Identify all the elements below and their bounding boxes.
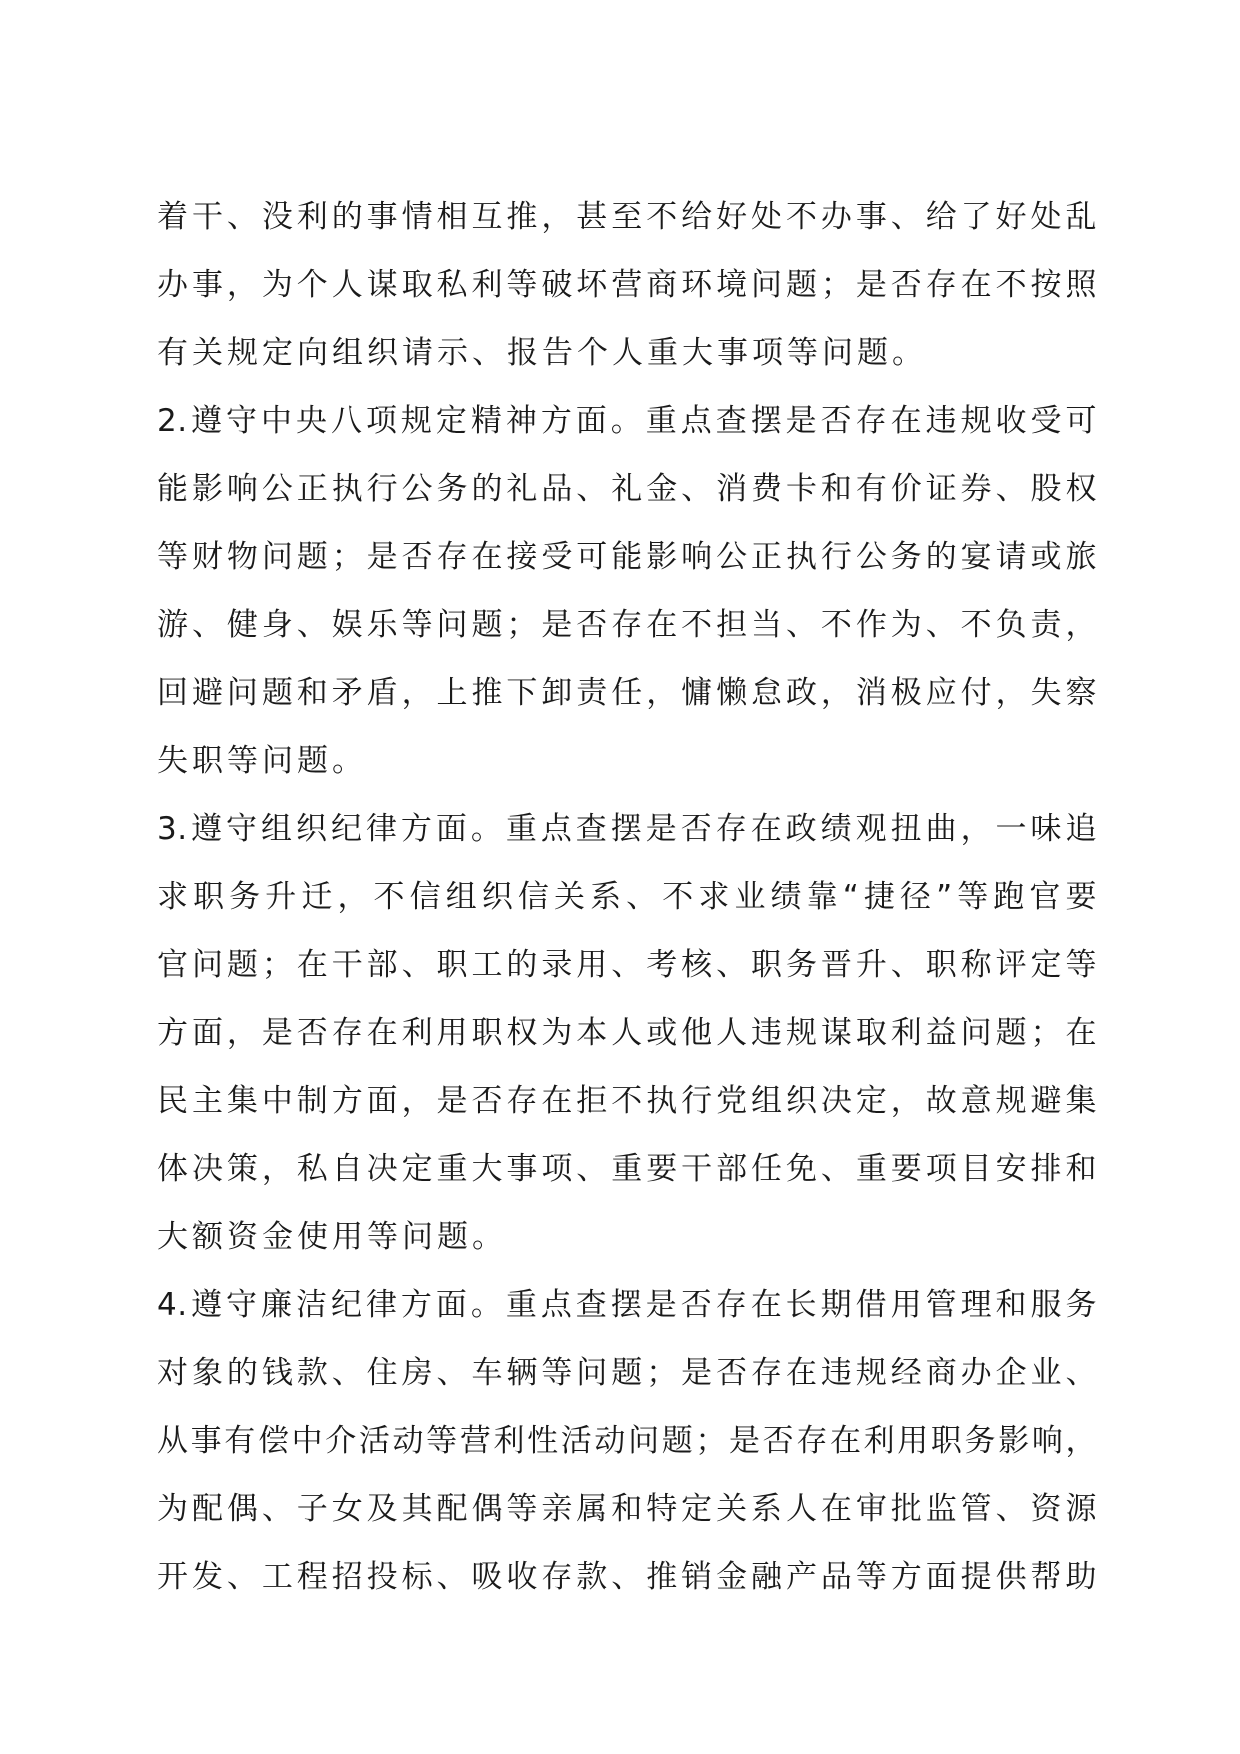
- text-line: 体决策，私自决定重大事项、重要干部任免、重要项目安排和: [157, 1151, 1097, 1187]
- text-line: 为配偶、子女及其配偶等亲属和特定关系人在审批监管、资源: [157, 1491, 1097, 1527]
- text-line: 失职等问题。: [157, 743, 367, 779]
- text-line: 能影响公正执行公务的礼品、礼金、消费卡和有价证券、股权: [157, 471, 1097, 507]
- text-line: 有关规定向组织请示、报告个人重大事项等问题。: [157, 335, 927, 371]
- section-heading-line: 3.遵守组织纪律方面。重点查摆是否存在政绩观扭曲，一味追: [157, 811, 1097, 847]
- text-line: 官问题；在干部、职工的录用、考核、职务晋升、职称评定等: [157, 947, 1097, 983]
- text-line: 回避问题和矛盾，上推下卸责任，慵懒怠政，消极应付，失察: [157, 675, 1097, 711]
- text-line: 对象的钱款、住房、车辆等问题；是否存在违规经商办企业、: [157, 1355, 1097, 1391]
- section-heading-line: 2.遵守中央八项规定精神方面。重点查摆是否存在违规收受可: [157, 403, 1097, 439]
- text-line: 民主集中制方面，是否存在拒不执行党组织决定，故意规避集: [157, 1083, 1097, 1119]
- section-heading-line: 4.遵守廉洁纪律方面。重点查摆是否存在长期借用管理和服务: [157, 1287, 1097, 1323]
- text-line: 着干、没利的事情相互推，甚至不给好处不办事、给了好处乱: [157, 199, 1097, 235]
- text-line: 从事有偿中介活动等营利性活动问题；是否存在利用职务影响，: [157, 1423, 1097, 1459]
- body-text: [157, 192, 1097, 1620]
- text-line: 等财物问题；是否存在接受可能影响公正执行公务的宴请或旅: [157, 539, 1097, 575]
- text-line: 办事，为个人谋取私利等破坏营商环境问题；是否存在不按照: [157, 267, 1097, 303]
- text-line: 方面，是否存在利用职权为本人或他人违规谋取利益问题；在: [157, 1015, 1097, 1051]
- text-line: 游、健身、娱乐等问题；是否存在不担当、不作为、不负责，: [157, 607, 1097, 643]
- text-line: 大额资金使用等问题。: [157, 1219, 507, 1255]
- text-line: 开发、工程招投标、吸收存款、推销金融产品等方面提供帮助: [157, 1559, 1097, 1595]
- text-line: 求职务升迁，不信组织信关系、不求业绩靠“捷径”等跑官要: [157, 879, 1097, 915]
